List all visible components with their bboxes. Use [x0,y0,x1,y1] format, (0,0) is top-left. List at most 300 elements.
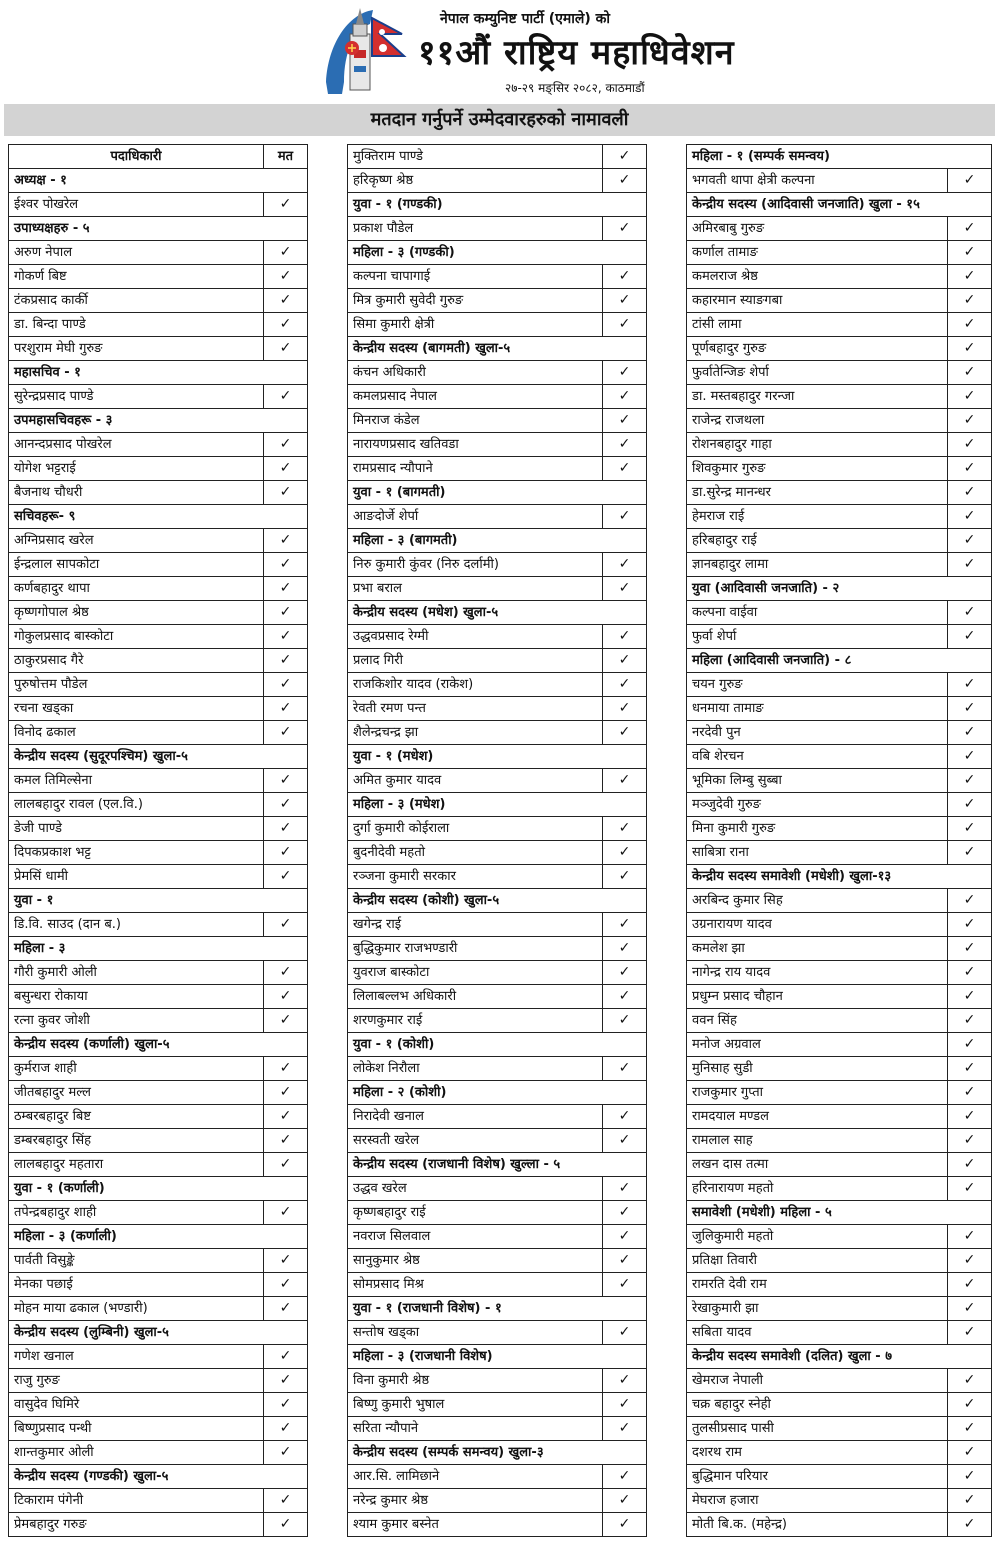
section-heading-row [348,793,647,817]
candidate-name: प्रेमसिं धामी [9,865,264,889]
vote-check-icon: ✓ [948,1177,992,1201]
vote-check-icon: ✓ [603,1417,647,1441]
candidate-name: शरणकुमार राई [348,1009,603,1033]
section-heading-row [9,409,308,433]
vote-check-icon: ✓ [603,433,647,457]
candidate-row [687,673,992,697]
vote-check-icon: ✓ [264,1249,308,1273]
candidate-name: कमल तिमिल्सेना [9,769,264,793]
candidate-name: डेजी पाण्डे [9,817,264,841]
candidate-row [348,1393,647,1417]
candidate-name: सरस्वती खरेल [348,1129,603,1153]
candidate-row [9,241,308,265]
candidate-name: नरेन्द्र कुमार श्रेष्ठ [348,1489,603,1513]
candidate-row [348,1225,647,1249]
vote-check-icon: ✓ [603,289,647,313]
candidate-name: मेनका पछाई [9,1273,264,1297]
vote-check-icon: ✓ [264,385,308,409]
vote-check-icon: ✓ [264,1201,308,1225]
candidate-name: गोकर्ण बिष्ट [9,265,264,289]
candidate-row [687,793,992,817]
candidate-row [687,601,992,625]
section-heading: युवा - १ (बागमती) [348,481,647,505]
vote-check-icon: ✓ [264,577,308,601]
candidate-name: रामप्रसाद न्यौपाने [348,457,603,481]
candidate-row [348,217,647,241]
section-heading: महिला (आदिवासी जनजाति) - ८ [687,649,992,673]
candidate-row [348,169,647,193]
candidate-row [9,625,308,649]
candidate-name: सानुकुमार श्रेष्ठ [348,1249,603,1273]
candidate-row [9,457,308,481]
vote-check-icon: ✓ [948,313,992,337]
vote-check-icon: ✓ [948,217,992,241]
candidate-name: आनन्दप्रसाद पोखरेल [9,433,264,457]
vote-check-icon: ✓ [603,1513,647,1537]
candidate-row [9,721,308,745]
vote-check-icon: ✓ [603,841,647,865]
candidate-name: जीतबहादुर मल्ल [9,1081,264,1105]
candidate-name: लालबहादुर रावल (एल.वि.) [9,793,264,817]
vote-check-icon: ✓ [264,1345,308,1369]
vote-check-icon: ✓ [603,865,647,889]
candidate-row [9,601,308,625]
vote-check-icon: ✓ [264,1489,308,1513]
section-heading: सचिवहरू- ९ [9,505,308,529]
section-heading: उपमहासचिवहरू - ३ [9,409,308,433]
candidate-row [9,313,308,337]
vote-check-icon: ✓ [948,1129,992,1153]
vote-check-icon: ✓ [603,985,647,1009]
vote-check-icon: ✓ [603,409,647,433]
candidate-row [348,841,647,865]
candidate-table-right [686,144,992,1537]
candidate-row [687,169,992,193]
candidate-name: डम्बरबहादुर सिंह [9,1129,264,1153]
candidate-name: लोकेश निरौला [348,1057,603,1081]
vote-check-icon: ✓ [948,1225,992,1249]
candidate-row [348,697,647,721]
vote-check-icon: ✓ [948,1369,992,1393]
candidate-row [687,265,992,289]
vote-check-icon: ✓ [603,169,647,193]
candidate-name: पूर्णबहादुर गुरुङ [687,337,948,361]
vote-check-icon: ✓ [603,385,647,409]
vote-check-icon: ✓ [264,697,308,721]
candidate-row [687,1297,992,1321]
candidate-name: ठम्बरबहादुर बिष्ट [9,1105,264,1129]
section-heading: युवा (आदिवासी जनजाति) - २ [687,577,992,601]
vote-check-icon: ✓ [264,1057,308,1081]
candidate-name: मनोज अग्रवाल [687,1033,948,1057]
candidate-name: रेखाकुमारी झा [687,1297,948,1321]
candidate-row [9,697,308,721]
candidate-name: रेवती रमण पन्त [348,697,603,721]
candidate-name: कंचन अधिकारी [348,361,603,385]
candidate-row [687,889,992,913]
candidate-name: चक्र बहादुर स्नेही [687,1393,948,1417]
candidate-row [687,241,992,265]
candidate-name: कल्पना चापागाई [348,265,603,289]
section-heading-row [687,577,992,601]
vote-check-icon: ✓ [603,721,647,745]
candidate-row [9,553,308,577]
section-heading: केन्द्रीय सदस्य (आदिवासी जनजाति) खुला - १५ [687,193,992,217]
candidate-name: प्रधुम्न प्रसाद चौहान [687,985,948,1009]
candidate-name: सोमप्रसाद मिश्र [348,1273,603,1297]
column-header-position: पदाधिकारी [9,145,264,169]
candidate-name: हरिनारायण महतो [687,1177,948,1201]
candidate-row [687,361,992,385]
candidate-row [687,1129,992,1153]
candidate-name: राजकुमार गुप्ता [687,1081,948,1105]
candidate-row [687,1489,992,1513]
vote-check-icon: ✓ [264,457,308,481]
candidate-row [348,505,647,529]
candidate-row [9,265,308,289]
vote-check-icon: ✓ [264,193,308,217]
vote-check-icon: ✓ [264,625,308,649]
candidate-row [9,1273,308,1297]
candidate-name: शान्तकुमार ओली [9,1441,264,1465]
candidate-row [348,1369,647,1393]
section-heading-row [9,1177,308,1201]
candidate-row [687,409,992,433]
candidate-row [687,457,992,481]
candidate-row [687,1105,992,1129]
candidate-row [9,1009,308,1033]
vote-check-icon: ✓ [264,337,308,361]
candidate-row [9,817,308,841]
vote-check-icon: ✓ [948,1513,992,1537]
candidate-name: धनमाया तामाङ [687,697,948,721]
candidate-name: वासुदेव घिमिरे [9,1393,264,1417]
vote-check-icon: ✓ [603,1249,647,1273]
vote-check-icon: ✓ [948,169,992,193]
candidate-name: दिपकप्रकाश भट्ट [9,841,264,865]
candidate-row [348,1489,647,1513]
candidate-name: राजकिशोर यादव (राकेश) [348,673,603,697]
vote-check-icon: ✓ [264,601,308,625]
candidate-row [348,649,647,673]
candidate-name: मिनराज कंडेल [348,409,603,433]
candidate-row [687,1009,992,1033]
candidate-name: बिष्णुप्रसाद पन्थी [9,1417,264,1441]
section-heading: महिला - १ (सम्पर्क समन्वय) [687,145,992,169]
candidate-name: रत्ना कुवर जोशी [9,1009,264,1033]
vote-check-icon: ✓ [264,553,308,577]
section-heading-row [348,529,647,553]
section-heading-row [9,745,308,769]
candidate-name: शिवकुमार गुरुङ [687,457,948,481]
candidate-name: अरुण नेपाल [9,241,264,265]
vote-check-icon: ✓ [603,1129,647,1153]
section-heading-row [348,337,647,361]
vote-check-icon: ✓ [264,529,308,553]
candidate-name: नारायणप्रसाद खतिवडा [348,433,603,457]
candidate-name: अग्निप्रसाद खरेल [9,529,264,553]
candidate-row [348,913,647,937]
section-heading-row [348,481,647,505]
candidate-name: अमिरबाबु गुरुङ [687,217,948,241]
vote-check-icon: ✓ [603,1369,647,1393]
candidate-row [348,1009,647,1033]
candidate-row [687,1441,992,1465]
vote-check-icon: ✓ [603,457,647,481]
candidate-name: रोशनबहादुर गाहा [687,433,948,457]
vote-check-icon: ✓ [603,769,647,793]
candidate-row [687,745,992,769]
vote-check-icon: ✓ [603,217,647,241]
vote-check-icon: ✓ [264,961,308,985]
vote-check-icon: ✓ [948,1297,992,1321]
candidate-row [348,937,647,961]
candidate-row [348,289,647,313]
candidate-row [9,961,308,985]
vote-check-icon: ✓ [603,577,647,601]
candidate-row [9,433,308,457]
candidate-row [687,1321,992,1345]
vote-check-icon: ✓ [948,1033,992,1057]
vote-check-icon: ✓ [603,1393,647,1417]
candidate-row [348,361,647,385]
candidate-name: राजु गुरुङ [9,1369,264,1393]
candidate-row [348,265,647,289]
candidate-name: बुद्धिकुमार राजभण्डारी [348,937,603,961]
section-heading: महिला - ३ (गण्डकी) [348,241,647,265]
candidate-name: कृष्णबहादुर राई [348,1201,603,1225]
section-heading-row [348,889,647,913]
candidate-name: ईन्द्रलाल सापकोटा [9,553,264,577]
section-heading: महिला - २ (कोशी) [348,1081,647,1105]
vote-check-icon: ✓ [264,769,308,793]
candidate-name: सुरेन्द्रप्रसाद पाण्डे [9,385,264,409]
candidate-name: मुक्तिराम पाण्डे [348,145,603,169]
section-heading-row [9,1321,308,1345]
candidate-row [9,1057,308,1081]
vote-check-icon: ✓ [948,1321,992,1345]
vote-check-icon: ✓ [603,649,647,673]
candidate-name: कल्पना वाईवा [687,601,948,625]
section-heading-row [348,1081,647,1105]
candidate-row [348,1057,647,1081]
candidate-row [9,1393,308,1417]
vote-check-icon: ✓ [948,961,992,985]
candidate-name: कर्णाल तामाङ [687,241,948,265]
candidate-row [687,385,992,409]
candidate-row [687,1033,992,1057]
candidate-row [9,529,308,553]
section-heading: युवा - १ (कोशी) [348,1033,647,1057]
candidate-row [348,1321,647,1345]
candidate-name: आङदोर्जे शेर्पा [348,505,603,529]
section-heading-row [9,889,308,913]
candidate-name: कृष्णगोपाल श्रेष्ठ [9,601,264,625]
candidate-row [348,457,647,481]
candidate-table-middle [347,144,647,1537]
vote-check-icon: ✓ [948,481,992,505]
vote-check-icon: ✓ [948,769,992,793]
vote-check-icon: ✓ [603,817,647,841]
candidate-name: युवराज बास्कोटा [348,961,603,985]
vote-check-icon: ✓ [603,265,647,289]
candidate-name: डि.वि. साउद (दान ब.) [9,913,264,937]
candidate-row [348,721,647,745]
candidate-row [9,1369,308,1393]
candidate-row [687,289,992,313]
section-heading-row [348,193,647,217]
section-heading-row [9,505,308,529]
candidate-name: बुद्धिमान परियार [687,1465,948,1489]
candidate-name: उद्धवप्रसाद रेग्मी [348,625,603,649]
candidate-row [9,1153,308,1177]
vote-check-icon: ✓ [264,1417,308,1441]
candidate-row [348,385,647,409]
candidate-row [348,577,647,601]
candidate-row [9,865,308,889]
candidate-row [687,217,992,241]
candidate-name: शैलेन्द्रचन्द्र झा [348,721,603,745]
candidate-row [687,841,992,865]
table-header-row [9,145,308,169]
candidate-row [348,961,647,985]
vote-check-icon: ✓ [603,673,647,697]
vote-check-icon: ✓ [264,241,308,265]
candidate-name: साबित्रा राना [687,841,948,865]
candidate-row [687,1057,992,1081]
vote-check-icon: ✓ [948,361,992,385]
section-heading: युवा - १ (राजधानी विशेष) - १ [348,1297,647,1321]
candidate-row [687,505,992,529]
candidate-name: तपेन्द्रबहादुर शाही [9,1201,264,1225]
candidate-name: राजेन्द्र राजथला [687,409,948,433]
vote-check-icon: ✓ [264,1153,308,1177]
candidate-row [687,697,992,721]
section-heading: युवा - १ [9,889,308,913]
vote-check-icon: ✓ [948,745,992,769]
candidate-name: बुदनीदेवी महतो [348,841,603,865]
section-heading: केन्द्रीय सदस्य (सुदूरपश्चिम) खुला-५ [9,745,308,769]
candidate-table-left [8,144,308,1537]
candidate-name: पुरुषोत्तम पौडेल [9,673,264,697]
candidate-row [9,1513,308,1537]
candidate-row [348,1465,647,1489]
section-heading: युवा - १ (मधेश) [348,745,647,769]
candidate-name: मिना कुमारी गुरुङ [687,817,948,841]
candidate-name: अरबिन्द कुमार सिह [687,889,948,913]
party-logo-icon [318,4,418,96]
candidate-name: चयन गुरुङ [687,673,948,697]
vote-check-icon: ✓ [603,1201,647,1225]
vote-check-icon: ✓ [264,1009,308,1033]
candidate-name: भगवती थापा क्षेत्री कल्पना [687,169,948,193]
candidate-row [9,985,308,1009]
candidate-name: निरु कुमारी कुंवर (निरु दर्लामी) [348,553,603,577]
section-heading-row [687,193,992,217]
candidate-name: श्याम कुमार बस्नेत [348,1513,603,1537]
candidate-name: विनोद ढकाल [9,721,264,745]
candidate-name: उग्रनारायण यादव [687,913,948,937]
vote-check-icon: ✓ [948,1489,992,1513]
candidate-row [687,985,992,1009]
vote-check-icon: ✓ [948,721,992,745]
candidate-name: सबिता यादव [687,1321,948,1345]
candidate-name: रञ्जना कुमारी सरकार [348,865,603,889]
candidate-name: कहारमान स्याङगबा [687,289,948,313]
candidate-row [687,721,992,745]
candidate-row [348,313,647,337]
vote-check-icon: ✓ [264,817,308,841]
candidate-row [9,385,308,409]
candidate-row [687,433,992,457]
candidate-name: डा.सुरेन्द्र मानन्धर [687,481,948,505]
column-header-vote: मत [264,145,308,169]
candidate-name: प्रलाद गिरी [348,649,603,673]
candidate-row [687,817,992,841]
vote-check-icon: ✓ [264,649,308,673]
candidate-row [348,625,647,649]
candidate-row [348,1249,647,1273]
candidate-name: रामरति देवी राम [687,1273,948,1297]
section-heading-row [9,361,308,385]
candidate-name: गणेश खनाल [9,1345,264,1369]
vote-check-icon: ✓ [948,793,992,817]
vote-check-icon: ✓ [264,1393,308,1417]
vote-check-icon: ✓ [948,817,992,841]
vote-check-icon: ✓ [948,1105,992,1129]
candidate-name: ववन सिंह [687,1009,948,1033]
vote-check-icon: ✓ [264,433,308,457]
vote-check-icon: ✓ [948,1465,992,1489]
section-heading: महिला - ३ (राजधानी विशेष) [348,1345,647,1369]
candidate-name: मञ्जुदेवी गुरुङ [687,793,948,817]
section-heading: केन्द्रीय सदस्य (लुम्बिनी) खुला-५ [9,1321,308,1345]
candidate-name: परशुराम मेघी गुरुङ [9,337,264,361]
section-heading-row [687,1201,992,1225]
section-heading: युवा - १ (गण्डकी) [348,193,647,217]
vote-check-icon: ✓ [603,1465,647,1489]
vote-check-icon: ✓ [948,625,992,649]
section-heading-row [348,1297,647,1321]
vote-check-icon: ✓ [603,361,647,385]
candidate-name: रामदयाल मण्डल [687,1105,948,1129]
candidate-row [348,673,647,697]
vote-check-icon: ✓ [264,1297,308,1321]
candidate-name: अमित कुमार यादव [348,769,603,793]
section-heading: महिला - ३ (बागमती) [348,529,647,553]
vote-check-icon: ✓ [948,937,992,961]
vote-check-icon: ✓ [264,985,308,1009]
candidate-row [9,673,308,697]
vote-check-icon: ✓ [264,1129,308,1153]
section-heading-row [687,865,992,889]
candidate-row [687,529,992,553]
candidate-row [348,817,647,841]
candidate-name: कर्णबहादुर थापा [9,577,264,601]
vote-check-icon: ✓ [948,337,992,361]
candidate-name: ठाकुरप्रसाद गैरे [9,649,264,673]
party-name-line: नेपाल कम्युनिष्ट पार्टी (एमाले) को [440,11,610,27]
candidate-name: फुर्वा शेर्पा [687,625,948,649]
candidate-row [687,1225,992,1249]
candidate-name: प्रेमबहादुर गरुङ [9,1513,264,1537]
candidate-row [348,769,647,793]
candidate-name: मित्र कुमारी सुवेदी गुरुङ [348,289,603,313]
candidate-row [348,865,647,889]
candidate-row [9,1081,308,1105]
section-heading-row [9,937,308,961]
section-heading-row [9,169,308,193]
